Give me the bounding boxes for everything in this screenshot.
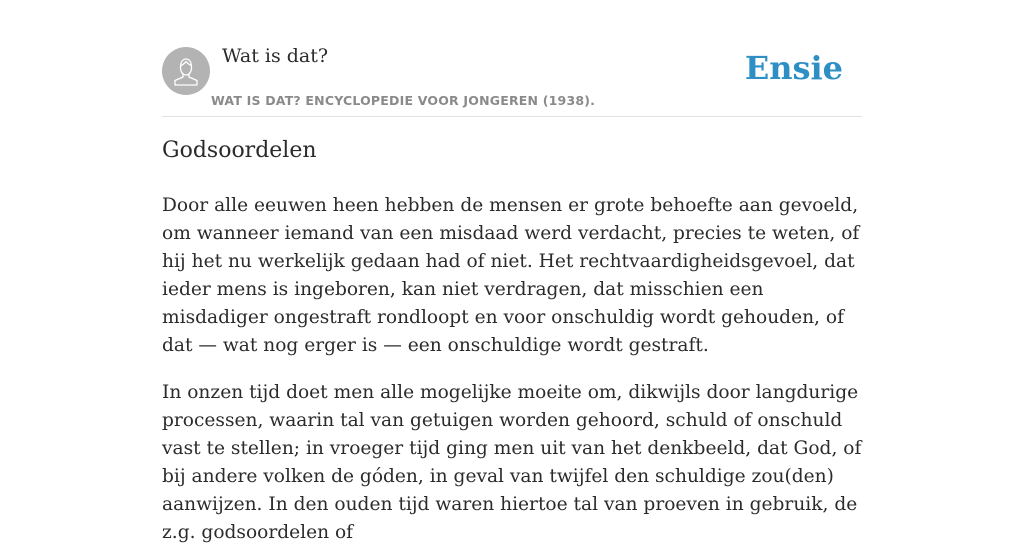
source-line: WAT IS DAT? ENCYCLOPEDIE VOOR JONGEREN (1938). bbox=[211, 93, 596, 108]
user-silhouette-icon bbox=[162, 47, 210, 95]
article-title: Godsoordelen bbox=[162, 138, 317, 163]
brand-logo[interactable]: Ensie bbox=[744, 49, 843, 87]
page-container bbox=[162, 0, 862, 543]
article-header bbox=[162, 0, 862, 117]
article-paragraph-1: Door alle eeuwen heen hebben de mensen er grote behoefte aan gevoeld, om wanneer iemand van een misdaad werd verdacht, precies te weten, of hij het nu werkelijk gedaan had of niet. Het rechtvaardigheidsgevoel, dat ieder mens is ingeboren, kan niet verdragen, dat misschien een misdadiger ongestraft rondloopt en voor onschuldig wordt gehouden, of dat — wat nog erger is — een onschuldige wordt gestraft. bbox=[162, 195, 860, 356]
author-title[interactable]: Wat is dat? bbox=[222, 45, 329, 67]
article-paragraph-2: In onzen tijd doet men alle mogelijke moeite om, dikwijls door langdurige processen, waarin tal van getuigen worden gehoord, schuld of onschuld vast te stellen; in vroeger tijd ging men uit van het denkbeeld, dat God, of bij andere volken de góden, in geval van twijfel den schuldige zou(den) aanwijzen. In den ouden tijd waren hiertoe tal van proeven in gebruik, de z.g. godsoordelen of bbox=[162, 382, 862, 543]
author-avatar[interactable] bbox=[162, 47, 210, 95]
